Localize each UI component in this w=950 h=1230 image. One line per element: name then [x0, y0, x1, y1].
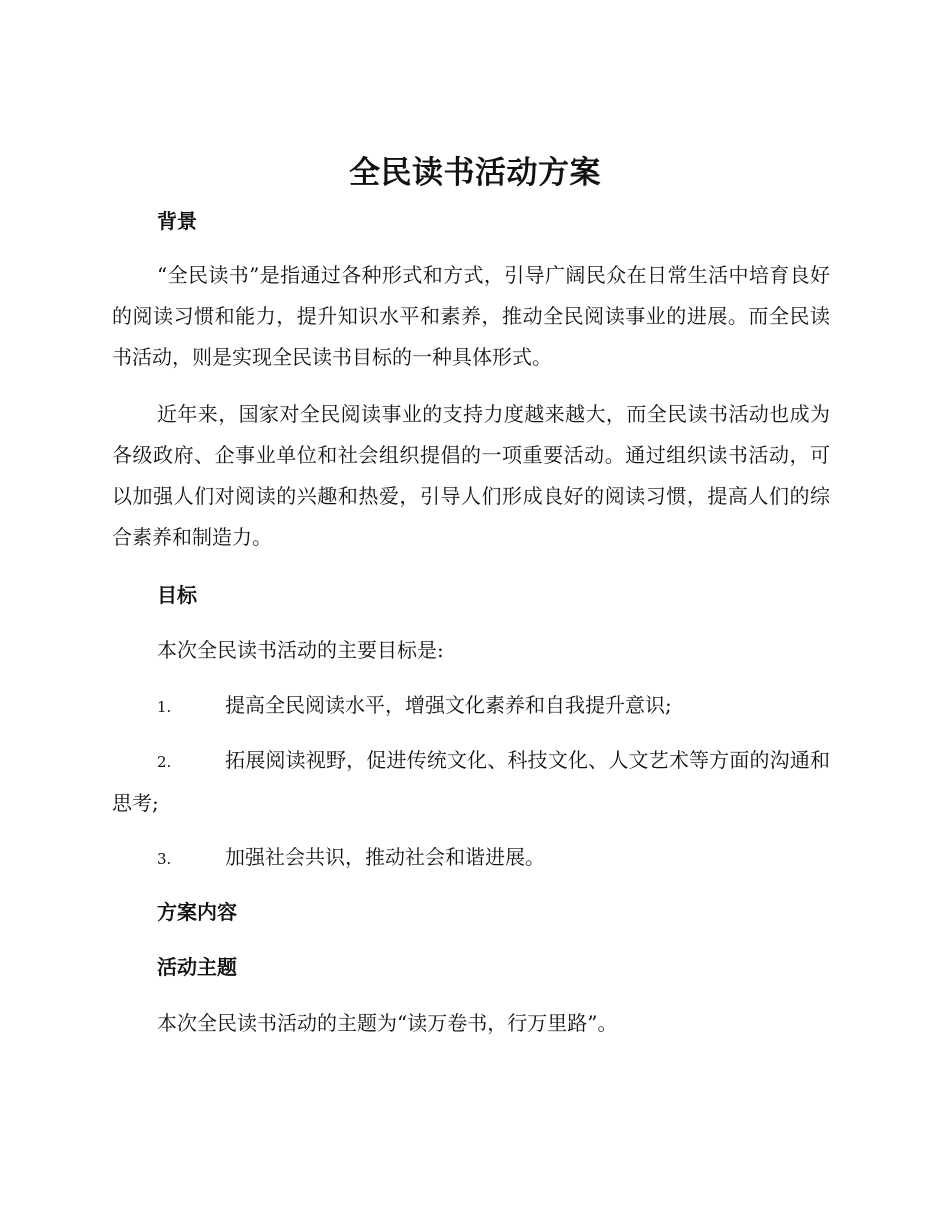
- list-number: 3.: [157, 850, 172, 868]
- goal-list-item: [112, 685, 830, 728]
- subheading-theme: 活动主题: [157, 955, 237, 979]
- document-title: 全民读书活动方案: [349, 155, 601, 191]
- section-heading-goals: 目标: [157, 583, 197, 607]
- list-number: 2.: [157, 753, 172, 771]
- goals-intro: 本次全民读书活动的主要目标是:: [157, 638, 444, 662]
- list-number: 1.: [157, 698, 172, 716]
- background-paragraph-1: “全民读书”是指通过各种形式和方式，引导广阔民众在日常生活中培育良好的阅读习惯和能力，提升知识水平和素养，推动全民阅读事业的进展。而全民读书活动，则是实现全民读书目标的一种具体形式。: [112, 263, 830, 369]
- section-heading-plan: 方案内容: [157, 900, 237, 924]
- theme-paragraph: 本次全民读书活动的主题为“读万卷书，行万里路”。: [157, 1011, 618, 1035]
- list-item-text: 加强社会共识，推动社会和谐进展。: [225, 845, 545, 869]
- goal-list-item: [112, 740, 830, 824]
- section-heading-background: 背景: [157, 209, 197, 233]
- list-item-text: 拓展阅读视野，促进传统文化、科技文化、人文艺术等方面的沟通和思考;: [112, 748, 830, 815]
- background-paragraph-2: 近年来，国家对全民阅读事业的支持力度越来越大，而全民读书活动也成为各级政府、企事业单位和社会组织提倡的一项重要活动。通过组织读书活动，可以加强人们对阅读的兴趣和热爱，引导人们形成良好的阅读习惯，提高人们的综合素养和制造力。: [112, 402, 830, 549]
- goal-list-item: [112, 837, 830, 880]
- list-item-text: 提高全民阅读水平，增强文化素养和自我提升意识;: [225, 693, 672, 717]
